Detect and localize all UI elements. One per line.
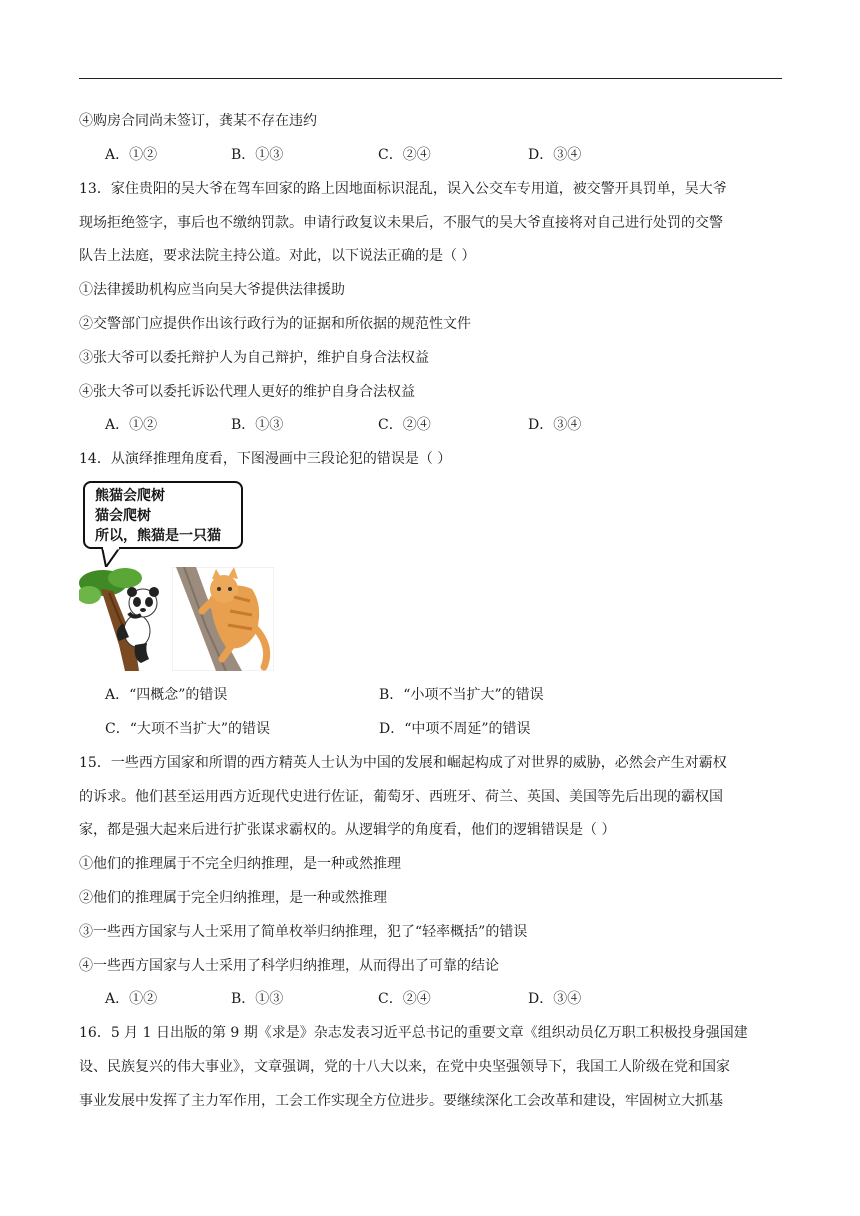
q13-option-d[interactable]: D．③④	[528, 417, 582, 433]
q16-stem-line-3: 事业发展中发挥了主力军作用，工会工作实现全方位进步。要继续深化工会改革和建设，牢固树立大抓基	[79, 1093, 723, 1109]
q14-option-b[interactable]: B．“小项不当扩大”的错误	[379, 687, 544, 703]
q15-stem-line-1: 15．一些西方国家和所谓的西方精英人士认为中国的发展和崛起构成了对世界的威胁，必然会产生对霸权	[79, 755, 727, 771]
q15-item-4: ④一些西方国家与人士采用了科学归纳推理，从而得出了可靠的结论	[79, 958, 499, 974]
q15-item-2: ②他们的推理属于完全归纳推理，是一种或然推理	[79, 890, 387, 906]
q13-item-4: ④张大爷可以委托诉讼代理人更好的维护自身合法权益	[79, 384, 415, 400]
panda-on-tree-icon	[79, 567, 169, 671]
cartoon-speech-bubble	[83, 481, 243, 549]
q16-stem-line-2: 设、民族复兴的伟大事业》，文章强调，党的十八大以来，在党中央坚强领导下，我国工人阶级在党和国家	[79, 1059, 730, 1075]
q14-option-a[interactable]: A．“四概念”的错误	[105, 687, 228, 703]
q15-option-b[interactable]: B．①③	[231, 991, 284, 1007]
q14-option-c[interactable]: C．“大项不当扩大”的错误	[105, 721, 271, 737]
q13-stem-line-2: 现场拒绝签字，事后也不缴纳罚款。申请行政复议未果后，不服气的吴大爷直接将对自己进行处罚的交警	[79, 215, 723, 231]
q13-option-a[interactable]: A．①②	[105, 417, 158, 433]
speech-line-1: 熊猫会爬树	[95, 488, 165, 504]
q13-item-3: ③张大爷可以委托辩护人为自己辩护，维护自身合法权益	[79, 350, 429, 366]
q13-item-1: ①法律援助机构应当向吴大爷提供法律援助	[79, 282, 345, 298]
cat-climbing-tree-icon	[172, 567, 274, 671]
q13-stem-line-3: 队告上法庭，要求法院主持公道。对此，以下说法正确的是（ ）	[79, 248, 476, 264]
q15-item-3: ③一些西方国家与人士采用了简单枚举归纳推理，犯了“轻率概括”的错误	[79, 924, 528, 940]
q15-option-c[interactable]: C．②④	[378, 991, 431, 1007]
header-rule	[79, 78, 782, 79]
q12-option-d[interactable]: D．③④	[528, 147, 582, 163]
speech-line-3: 所以，熊猫是一只猫	[95, 528, 221, 544]
q12-option-b[interactable]: B．①③	[231, 147, 284, 163]
q15-item-1: ①他们的推理属于不完全归纳推理，是一种或然推理	[79, 856, 401, 872]
q15-stem-line-2: 的诉求。他们甚至运用西方近现代史进行佐证，葡萄牙、西班牙、荷兰、英国、美国等先后出现的霸权国	[79, 789, 723, 805]
q15-option-a[interactable]: A．①②	[105, 991, 158, 1007]
q14-option-d[interactable]: D．“中项不周延”的错误	[379, 721, 531, 737]
q12-item-4: ④购房合同尚未签订，龚某不存在违约	[79, 113, 317, 129]
speech-line-2: 猫会爬树	[95, 508, 151, 524]
q15-option-d[interactable]: D．③④	[528, 991, 582, 1007]
q13-stem-line-1: 13．家住贵阳的吴大爷在驾车回家的路上因地面标识混乱，误入公交车专用道，被交警开具罚单，吴大爷	[79, 181, 727, 197]
q15-stem-line-3: 家，都是强大起来后进行扩张谋求霸权的。从逻辑学的角度看，他们的逻辑错误是（ ）	[79, 822, 616, 838]
q13-item-2: ②交警部门应提供作出该行政行为的证据和所依据的规范性文件	[79, 316, 471, 332]
q12-option-c[interactable]: C．②④	[378, 147, 431, 163]
q12-option-a[interactable]: A．①②	[105, 147, 158, 163]
q13-option-b[interactable]: B．①③	[231, 417, 284, 433]
q16-stem-line-1: 16．5 月 1 日出版的第 9 期《求是》杂志发表习近平总书记的重要文章《组织动员亿万职工积极投身强国建	[79, 1025, 748, 1041]
q14-stem: 14．从演绎推理角度看，下图漫画中三段论犯的错误是（ ）	[79, 451, 452, 467]
speech-bubble-tail-icon	[100, 547, 124, 569]
q13-option-c[interactable]: C．②④	[378, 417, 431, 433]
